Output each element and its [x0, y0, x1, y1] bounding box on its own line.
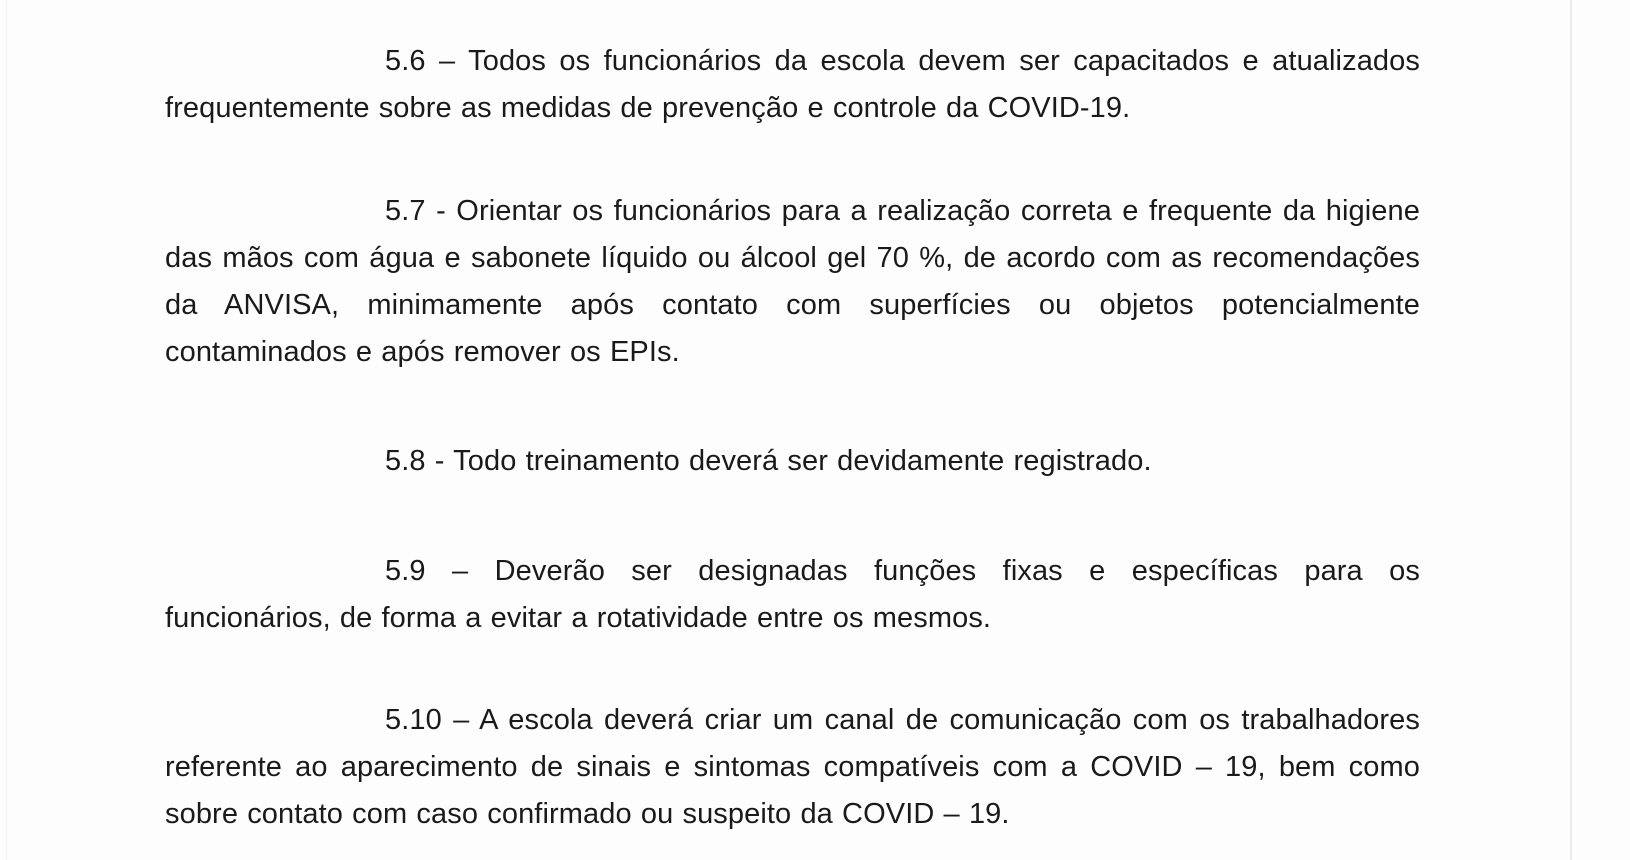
paragraph-5-6: 5.6 – Todos os funcionários da escola devem ser capacitados e atualizados frequentemente sobre as medidas de prevenção e controle da COVID-19.	[165, 45, 1420, 124]
page-right-edge	[1570, 0, 1572, 860]
paragraph-5-7: 5.7 - Orientar os funcionários para a realização correta e frequente da higiene das mãos com água e sabonete líquido ou álcool gel 70 %, de acordo com as recomendações da ANVISA, minimamente após contato com superfícies ou objetos potencialmente contaminados e após remover os EPIs.	[165, 195, 1420, 368]
paragraph-5-8: 5.8 - Todo treinamento deverá ser devidamente registrado.	[385, 445, 1152, 477]
page-left-edge	[6, 0, 7, 860]
paragraph-5-10: 5.10 – A escola deverá criar um canal de comunicação com os trabalhadores referente ao aparecimento de sinais e sintomas compatíveis com a COVID – 19, bem como sobre contato com caso confirmado ou suspeito da COVID – 19.	[165, 704, 1420, 830]
paragraph-5-9: 5.9 – Deverão ser designadas funções fixas e específicas para os funcionários, de forma a evitar a rotatividade entre os mesmos.	[165, 555, 1420, 634]
